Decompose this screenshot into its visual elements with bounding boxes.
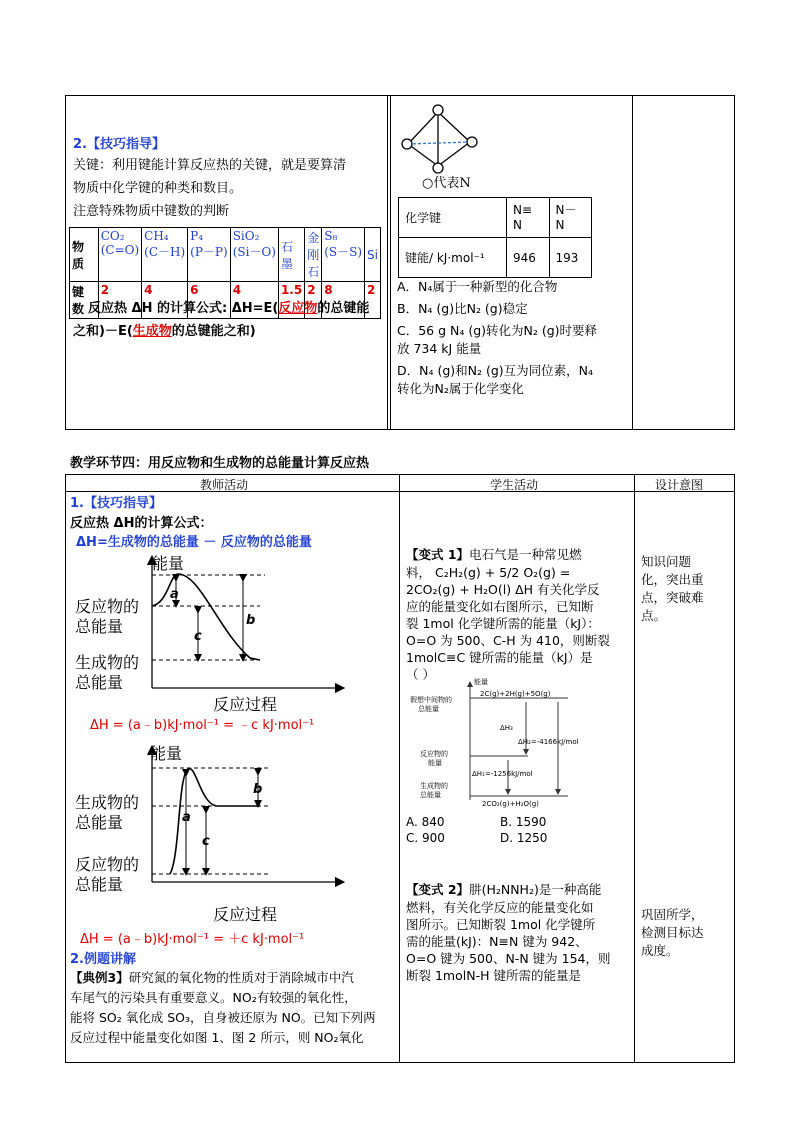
molecule-caption: ○代表N bbox=[422, 176, 471, 191]
design1-line-2: 化，突出重 bbox=[641, 572, 704, 587]
example-text: 研究氮的氧化物的性质对于消除城市中汽 bbox=[128, 970, 354, 985]
graph1-b-label: b bbox=[246, 613, 256, 628]
formula-line-2 bbox=[73, 321, 256, 342]
diag-bottom-state: 2CO₂(g)+H₂O(g) bbox=[482, 800, 539, 808]
col-header-teacher: 教师活动 bbox=[200, 478, 249, 492]
substance-cell: Si bbox=[365, 228, 381, 282]
diag-top-state: 2C(g)+2H(g)+5O(g) bbox=[480, 690, 551, 698]
design1-line-4: 点。 bbox=[641, 608, 667, 623]
count-cell: 4 bbox=[230, 282, 278, 319]
design2-line-3: 成度。 bbox=[641, 943, 679, 958]
bottom-table-divider-1 bbox=[399, 474, 400, 1063]
example-line-4: 反应过程中能量变化如图 1、图 2 所示，则 NO₂氧化 bbox=[70, 1030, 364, 1045]
option-d-line1: D．N₄ (g)和N₂ (g)互为同位素，N₄ bbox=[397, 363, 594, 378]
variant1-option-c: C. 900 bbox=[406, 831, 445, 845]
example-line-3: 能将 SO₂ 氧化成 SO₃，自身被还原为 NO。已知下列两 bbox=[70, 1010, 376, 1025]
formula-text: 反应热 ΔH 的计算公式: ΔH=E( bbox=[88, 301, 279, 316]
graph2-product-l2: 总能量 bbox=[75, 813, 124, 832]
graph2-c-label: c bbox=[202, 834, 210, 849]
section-title: 教学环节四：用反应物和生成物的总能量计算反应热 bbox=[70, 456, 370, 471]
variant2-line-1 bbox=[406, 880, 601, 898]
tip-title-top: 2.【技巧指导】 bbox=[73, 137, 165, 152]
bond-col-triple: N≡ N bbox=[507, 198, 550, 238]
graph2-product-l1: 生成物的 bbox=[75, 793, 140, 812]
bond-energy-value: 946 bbox=[507, 238, 550, 278]
top-table-border-top bbox=[65, 95, 735, 96]
design1-line-1: 知识问题 bbox=[641, 554, 692, 569]
count-cell: 1.5 bbox=[278, 282, 304, 319]
count-cell: 6 bbox=[188, 282, 231, 319]
graph1-result: ΔH = (a﹣b)kJ·mol⁻¹ = ﹣c kJ·mol⁻¹ bbox=[90, 718, 315, 733]
graph2-result: ΔH = (a﹣b)kJ·mol⁻¹ = ＋c kJ·mol⁻¹ bbox=[80, 932, 305, 947]
variant1-option-d: D. 1250 bbox=[500, 831, 548, 845]
variant1-line-7: 1molC≡C 键所需的能量（kJ）是 bbox=[406, 650, 593, 665]
tip-line-1: 关键：利用键能计算反应热的关键，就是要算清 bbox=[73, 158, 347, 173]
option-d-line2: 转化为N₂属于化学变化 bbox=[397, 381, 524, 396]
row-label-substance: 物质 bbox=[70, 228, 99, 282]
variant1-line-8: （ ） bbox=[406, 667, 435, 682]
formula-text: 的总键能之和) bbox=[171, 324, 256, 339]
substance-cell: 金刚石 bbox=[305, 228, 322, 282]
substance-cell: CH₄ (C－H) bbox=[142, 228, 188, 282]
dh-formula: ΔH=生成物的总能量 － 反应物的总能量 bbox=[76, 535, 312, 550]
variant1-line-3: 2CO₂(g) + H₂O(l) ΔH 有关化学反 bbox=[406, 582, 600, 597]
variant2-line-2: 燃料，有关化学反应的能量变化如 bbox=[406, 900, 594, 915]
row-label-bond-count: 键数 bbox=[70, 282, 99, 319]
formula-line-1 bbox=[88, 298, 369, 319]
graph1-product-l1: 生成物的 bbox=[75, 653, 140, 672]
formula-text: 之和)－E( bbox=[73, 324, 133, 339]
tip-title-teacher: 1.【技巧指导】 bbox=[70, 496, 162, 511]
diag-left-mid-l2: 能量 bbox=[428, 759, 442, 767]
example-title: 2.例题讲解 bbox=[70, 952, 136, 967]
variant1-label: 【变式 1】 bbox=[406, 547, 470, 562]
bottom-table-border-left bbox=[65, 474, 66, 1063]
col-header-student: 学生活动 bbox=[490, 478, 539, 492]
tip-line-3: 注意特殊物质中键数的判断 bbox=[73, 204, 230, 219]
variant2-line-3: 图所示。已知断裂 1mol 化学键所 bbox=[406, 917, 596, 932]
substance-cell: 石墨 bbox=[278, 228, 304, 282]
col-header-design: 设计意图 bbox=[655, 478, 704, 492]
bond-energy-table bbox=[398, 197, 592, 278]
variant2-line-4: 需的能量(kJ)：N≡N 键为 942、 bbox=[406, 934, 588, 949]
dh-formula-label: 反应热 ΔH的计算公式： bbox=[70, 516, 213, 531]
substance-cell: CO₂ (C=O) bbox=[98, 228, 141, 282]
example-label: 【典例3】 bbox=[70, 970, 129, 985]
graph1-x-label: 反应过程 bbox=[213, 695, 278, 714]
top-table-divider-2 bbox=[390, 95, 391, 430]
option-c-line2: 放 734 kJ 能量 bbox=[397, 341, 482, 356]
graph1-reactant-l2: 总能量 bbox=[75, 617, 124, 636]
graph1-c-label: c bbox=[194, 629, 202, 644]
diag-left-bot-l1: 生成物的 bbox=[420, 782, 448, 790]
diag-dh2: ΔH₂=-4166kJ/mol bbox=[518, 738, 579, 746]
variant1-line-1 bbox=[406, 545, 582, 563]
count-cell: 2 bbox=[98, 282, 141, 319]
graph1-product-l2: 总能量 bbox=[75, 673, 124, 692]
variant2-line-6: 断裂 1molN-H 键所需的能量是 bbox=[406, 968, 581, 983]
option-a: A．N₄属于一种新型的化合物 bbox=[397, 279, 558, 294]
bottom-table-divider-2 bbox=[634, 474, 635, 1063]
variant1-option-a: A. 840 bbox=[406, 815, 445, 829]
diag-dh3: ΔH₃ bbox=[500, 724, 513, 732]
graph2-reactant-l1: 反应物的 bbox=[75, 855, 140, 874]
formula-reactant: 反应物 bbox=[278, 301, 318, 316]
variant1-line-5: 裂 1mol 化学键所需的能量（kJ）： bbox=[406, 616, 600, 631]
variant1-line-4: 应的能量变化如右图所示，已知断 bbox=[406, 599, 594, 614]
diag-left-top-l2: 总能量 bbox=[418, 705, 439, 713]
top-table-border-left bbox=[65, 95, 66, 430]
bond-energy-value: 193 bbox=[549, 238, 592, 278]
graph1-a-label: a bbox=[170, 587, 179, 602]
formula-product: 生成物 bbox=[132, 324, 172, 339]
diag-left-bot-l2: 总能量 bbox=[420, 791, 441, 799]
diag-left-mid-l1: 反应物的 bbox=[420, 750, 448, 758]
diag-dh1: ΔH₁=-1256kJ/mol bbox=[472, 770, 533, 778]
graph2-b-label: b bbox=[253, 782, 263, 797]
example-line-1 bbox=[70, 968, 354, 986]
count-cell: 4 bbox=[142, 282, 188, 319]
example-line-2: 车尾气的污染具有重要意义。NO₂有较强的氧化性， bbox=[70, 990, 357, 1005]
variant1-text: 电石气是一种常见燃 bbox=[469, 547, 582, 562]
top-table-divider-1 bbox=[387, 95, 388, 430]
bond-col-single: N－ N bbox=[549, 198, 592, 238]
design2-line-2: 检测目标达 bbox=[641, 925, 704, 940]
count-cell: 2 bbox=[305, 282, 322, 319]
top-table-border-bottom bbox=[65, 429, 735, 430]
top-table-border-right bbox=[734, 95, 735, 430]
bond-energy-label: 键能/ kJ·mol⁻¹ bbox=[399, 238, 507, 278]
acetylene-energy-diagram bbox=[408, 676, 598, 812]
graph2-x-label: 反应过程 bbox=[213, 905, 278, 924]
formula-text: 的总键能 bbox=[317, 301, 370, 316]
substance-cell: S₈ (S－S) bbox=[322, 228, 365, 282]
variant2-label: 【变式 2】 bbox=[406, 882, 470, 897]
diag-left-top-l1: 假想中间物的 bbox=[410, 696, 452, 704]
substance-cell: SiO₂ (Si－O) bbox=[230, 228, 278, 282]
graph2-a-label: a bbox=[182, 810, 191, 825]
graph1-reactant-l1: 反应物的 bbox=[75, 597, 140, 616]
graph2-y-label: 能量 bbox=[150, 744, 183, 763]
count-cell: 8 bbox=[322, 282, 365, 319]
variant2-text: 肼(H₂NNH₂)是一种高能 bbox=[469, 882, 602, 897]
substance-cell: P₄ (P－P) bbox=[188, 228, 231, 282]
variant1-option-b: B. 1590 bbox=[500, 815, 547, 829]
graph2-reactant-l2: 总能量 bbox=[75, 875, 124, 894]
option-c-line1: C．56 g N₄ (g)转化为N₂ (g)时要释 bbox=[397, 323, 598, 338]
tip-line-2: 物质中化学键的种类和数目。 bbox=[73, 181, 243, 196]
count-cell: 2 bbox=[365, 282, 381, 319]
design2-line-1: 巩固所学， bbox=[641, 907, 704, 922]
design1-line-3: 点，突破难 bbox=[641, 590, 704, 605]
bond-header-label: 化学键 bbox=[399, 198, 507, 238]
variant1-line-2: 料， C₂H₂(g) + 5/2 O₂(g) = bbox=[406, 565, 571, 580]
diag-y-label: 能量 bbox=[474, 678, 488, 686]
graph1-y-label: 能量 bbox=[152, 554, 185, 573]
top-table-divider-3 bbox=[632, 95, 633, 430]
variant2-line-5: O=O 键为 500、N-N 键为 154，则 bbox=[406, 951, 611, 966]
variant1-line-6: O=O 为 500、C-H 为 410，则断裂 bbox=[406, 633, 610, 648]
bottom-table-border-right bbox=[734, 474, 735, 1063]
option-b: B．N₄ (g)比N₂ (g)稳定 bbox=[397, 301, 528, 316]
